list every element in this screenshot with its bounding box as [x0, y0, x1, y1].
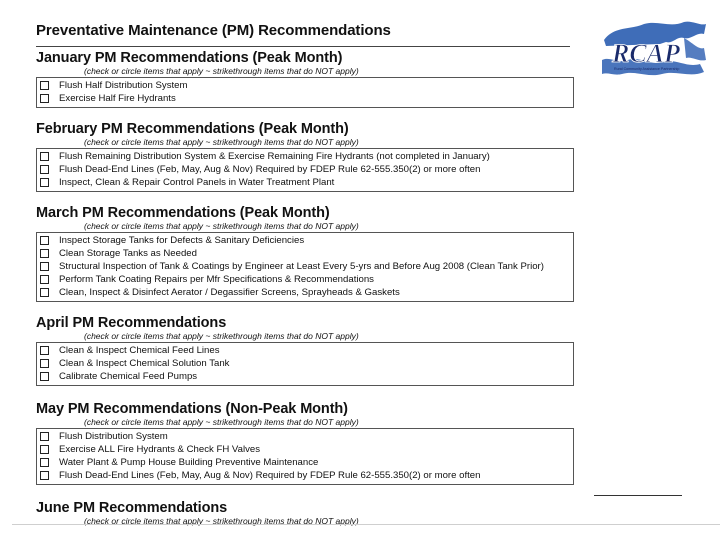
rcap-logo-graphic [600, 20, 708, 80]
checklist-item-label: Perform Tank Coating Repairs per Mfr Specifications & Recommendations [59, 274, 374, 285]
checklist-box [36, 232, 574, 302]
section-january [36, 50, 574, 108]
checklist-item[interactable] [37, 176, 573, 189]
section-instructions: (check or circle items that apply ~ strikethrough items that do NOT apply) [84, 137, 359, 147]
checklist-item-label: Calibrate Chemical Feed Pumps [59, 371, 198, 382]
section-instructions: (check or circle items that apply ~ strikethrough items that do NOT apply) [84, 417, 359, 427]
checklist-item[interactable] [37, 357, 573, 370]
checklist-item[interactable] [37, 163, 573, 176]
checklist-item-label: Clean, Inspect & Disinfect Aerator / Degassifier Screens, Sprayheads & Gaskets [59, 287, 400, 298]
checklist-box [36, 342, 574, 386]
checklist-item-label: Flush Dead-End Lines (Feb, May, Aug & Nov) Required by FDEP Rule 62-555.350(2) or more often [59, 470, 481, 481]
checklist-item[interactable] [37, 273, 573, 286]
section-instructions: (check or circle items that apply ~ strikethrough items that do NOT apply) [84, 66, 359, 76]
section-title: January PM Recommendations (Peak Month) [36, 50, 343, 66]
checklist-box [36, 428, 574, 485]
section-april [36, 315, 574, 386]
checklist-item-label: Flush Distribution System [59, 431, 168, 442]
section-may [36, 401, 574, 485]
checkbox-icon[interactable] [40, 445, 49, 454]
checklist-item[interactable] [37, 234, 573, 247]
checkbox-icon[interactable] [40, 178, 49, 187]
rcap-logo-icon [600, 20, 708, 80]
page-title: Preventative Maintenance (PM) Recommendations [36, 22, 391, 39]
checkbox-icon[interactable] [40, 81, 49, 90]
checklist-item[interactable] [37, 469, 573, 482]
checklist-item[interactable] [37, 370, 573, 383]
page-bottom-rule [12, 524, 720, 525]
section-instructions: (check or circle items that apply ~ strikethrough items that do NOT apply) [84, 331, 359, 341]
checklist-item-label: Flush Dead-End Lines (Feb, May, Aug & Nov) Required by FDEP Rule 62-555.350(2) or more often [59, 164, 481, 175]
checkbox-icon[interactable] [40, 94, 49, 103]
checklist-item-label: Clean Storage Tanks as Needed [59, 248, 197, 259]
logo-text: RCAP [612, 39, 680, 68]
section-title: April PM Recommendations [36, 315, 227, 331]
checkbox-icon[interactable] [40, 152, 49, 161]
checklist-item[interactable] [37, 344, 573, 357]
checklist-item-label: Inspect, Clean & Repair Control Panels in Water Treatment Plant [59, 177, 335, 188]
title-divider [36, 46, 570, 47]
checklist-item[interactable] [37, 430, 573, 443]
checkbox-icon[interactable] [40, 262, 49, 271]
checklist-item-label: Inspect Storage Tanks for Defects & Sanitary Deficiencies [59, 235, 305, 246]
checklist-item-label: Exercise Half Fire Hydrants [59, 93, 176, 104]
checkbox-icon[interactable] [40, 346, 49, 355]
checkbox-icon[interactable] [40, 236, 49, 245]
section-title: May PM Recommendations (Non-Peak Month) [36, 401, 348, 417]
section-title: February PM Recommendations (Peak Month) [36, 121, 349, 137]
section-title: March PM Recommendations (Peak Month) [36, 205, 330, 221]
checklist-item[interactable] [37, 456, 573, 469]
checkbox-icon[interactable] [40, 165, 49, 174]
section-february [36, 121, 574, 192]
checklist-item[interactable] [37, 247, 573, 260]
section-instructions: (check or circle items that apply ~ strikethrough items that do NOT apply) [84, 516, 359, 526]
checkbox-icon[interactable] [40, 288, 49, 297]
section-june [36, 500, 574, 526]
checkbox-icon[interactable] [40, 359, 49, 368]
logo-tagline: Rural Community Assistance Partnership [614, 67, 680, 71]
checkbox-icon[interactable] [40, 471, 49, 480]
section-march [36, 205, 574, 302]
checkbox-icon[interactable] [40, 372, 49, 381]
checkbox-icon[interactable] [40, 275, 49, 284]
checklist-item-label: Clean & Inspect Chemical Feed Lines [59, 345, 220, 356]
section-title: June PM Recommendations [36, 500, 228, 516]
checklist-item[interactable] [37, 443, 573, 456]
checklist-box [36, 148, 574, 192]
checklist-item[interactable] [37, 150, 573, 163]
checklist-item-label: Flush Remaining Distribution System & Exercise Remaining Fire Hydrants (not completed in January) [59, 151, 490, 162]
checkbox-icon[interactable] [40, 432, 49, 441]
checklist-box [36, 77, 574, 108]
checklist-item[interactable] [37, 286, 573, 299]
checklist-item[interactable] [37, 260, 573, 273]
checklist-item-label: Structural Inspection of Tank & Coatings by Engineer at Least Every 5-yrs and Before Aug 2008 (Clean Tank Prior) [59, 261, 544, 272]
checklist-item-label: Clean & Inspect Chemical Solution Tank [59, 358, 230, 369]
checklist-item[interactable] [37, 79, 573, 92]
section-instructions: (check or circle items that apply ~ strikethrough items that do NOT apply) [84, 221, 359, 231]
checkbox-icon[interactable] [40, 249, 49, 258]
checklist-item[interactable] [37, 92, 573, 105]
checkbox-icon[interactable] [40, 458, 49, 467]
checklist-item-label: Flush Half Distribution System [59, 80, 188, 91]
checklist-item-label: Water Plant & Pump House Building Preventive Maintenance [59, 457, 319, 468]
checklist-item-label: Exercise ALL Fire Hydrants & Check FH Valves [59, 444, 261, 455]
side-divider [594, 495, 682, 496]
